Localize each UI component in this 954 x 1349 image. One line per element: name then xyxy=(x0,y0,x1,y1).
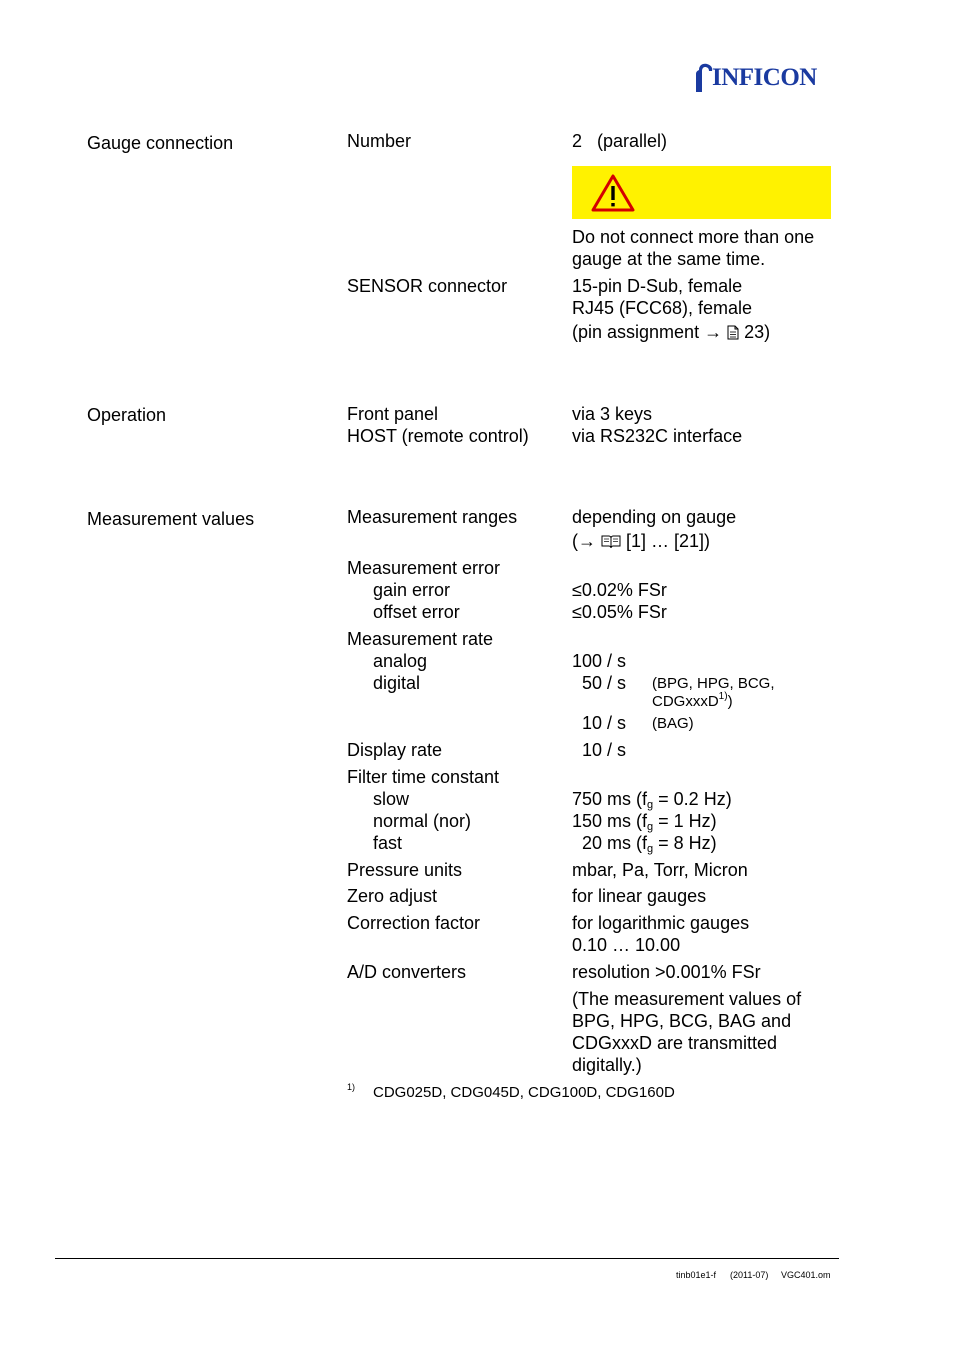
number-value: 2 (parallel) xyxy=(572,131,668,151)
zero-adjust-value: for linear gauges xyxy=(572,886,707,906)
section-heading-measurement: Measurement values xyxy=(87,509,255,529)
error-label: Measurement error xyxy=(347,558,501,578)
digital-note-2: (BAG) xyxy=(652,715,694,732)
display-rate-label: Display rate xyxy=(347,740,443,760)
correction-factor-value-line1: for logarithmic gauges xyxy=(572,913,750,933)
filter-normal-value: 150 ms ($f_g = 1$ Hz) xyxy=(572,811,717,833)
ad-note-line2: BPG, HPG, BCG, BAG and xyxy=(572,1011,792,1031)
filter-fast-label: fast xyxy=(373,833,403,853)
book-manual-icon xyxy=(601,534,621,549)
section-heading-gauge-connection: Gauge connection xyxy=(87,133,234,153)
footnote-text: CDG025D, CDG045D, CDG100D, CDG160D xyxy=(373,1084,675,1101)
footer-date: (2011-07) xyxy=(730,1270,769,1280)
ad-note-line1: (The measurement values of xyxy=(572,989,802,1009)
logo-wordmark: INFICON xyxy=(712,64,817,91)
correction-factor-value-line2: 0.10 … 10.00 xyxy=(572,935,681,955)
display-rate-value: 10 / s xyxy=(582,740,627,760)
warning-text-line2: gauge at the same time. xyxy=(572,249,766,269)
correction-factor-label: Correction factor xyxy=(347,913,481,933)
pressure-units-label: Pressure units xyxy=(347,860,463,880)
host-value: via RS232C interface xyxy=(572,426,743,446)
digital-label: digital xyxy=(373,673,421,693)
gain-error-value: ≤0.02% FSr xyxy=(572,580,667,600)
rate-label: Measurement rate xyxy=(347,629,494,649)
footer-divider xyxy=(55,1258,839,1259)
warning-triangle-icon xyxy=(590,173,636,213)
ad-note-line4: digitally.) xyxy=(572,1055,642,1075)
ranges-value-line1: depending on gauge xyxy=(572,507,737,527)
gain-error-label: gain error xyxy=(373,580,451,600)
zero-adjust-label: Zero adjust xyxy=(347,886,438,906)
analog-label: analog xyxy=(373,651,428,671)
digital-value-1: 50 / s xyxy=(582,673,627,693)
warning-box xyxy=(572,166,831,219)
host-label: HOST (remote control) xyxy=(347,426,529,446)
inficon-logo xyxy=(692,62,840,96)
ad-converters-label: A/D converters xyxy=(347,962,467,982)
footnote-marker: 1) xyxy=(347,1082,356,1092)
number-label: Number xyxy=(347,131,412,151)
footer-doc-id: tinb01e1-f xyxy=(676,1270,717,1280)
offset-error-value: ≤0.05% FSr xyxy=(572,602,667,622)
sensor-value-line1: 15-pin D-Sub, female xyxy=(572,276,743,296)
pressure-units-value: mbar, Pa, Torr, Micron xyxy=(572,860,748,880)
warning-text-line1: Do not connect more than one xyxy=(572,227,815,247)
front-panel-value: via 3 keys xyxy=(572,404,653,424)
ranges-value-line2: (→ [1] … [21]) xyxy=(572,531,711,551)
section-heading-operation: Operation xyxy=(87,405,167,425)
filter-normal-label: normal (nor) xyxy=(373,811,472,831)
filter-slow-value: 750 ms ($f_g = 0.2$ Hz) xyxy=(572,789,732,811)
digital-note-1-line2: CDGxxxD$^{1)}$) xyxy=(652,691,733,710)
analog-value: 100 / s xyxy=(572,651,627,671)
sensor-value-line3: (pin assignment → 23) xyxy=(572,322,771,342)
digital-value-2: 10 / s xyxy=(582,713,627,733)
filter-slow-label: slow xyxy=(373,789,410,809)
footer-file: VGC401.om xyxy=(781,1270,831,1280)
sensor-value-line2: RJ45 (FCC68), female xyxy=(572,298,753,318)
ad-note-line3: CDGxxxD are transmitted xyxy=(572,1033,778,1053)
offset-error-label: offset error xyxy=(373,602,460,622)
sensor-connector-label: SENSOR connector xyxy=(347,276,508,296)
inficon-mark-icon xyxy=(692,62,714,94)
ranges-label: Measurement ranges xyxy=(347,507,518,527)
front-panel-label: Front panel xyxy=(347,404,439,424)
filter-fast-value: 20 ms ($f_g = 8$ Hz) xyxy=(582,833,717,855)
page-document-icon xyxy=(727,325,739,340)
ad-converters-value: resolution >0.001% FSr xyxy=(572,962,761,982)
filter-label: Filter time constant xyxy=(347,767,500,787)
digital-note-1-line1: (BPG, HPG, BCG, xyxy=(652,675,775,692)
